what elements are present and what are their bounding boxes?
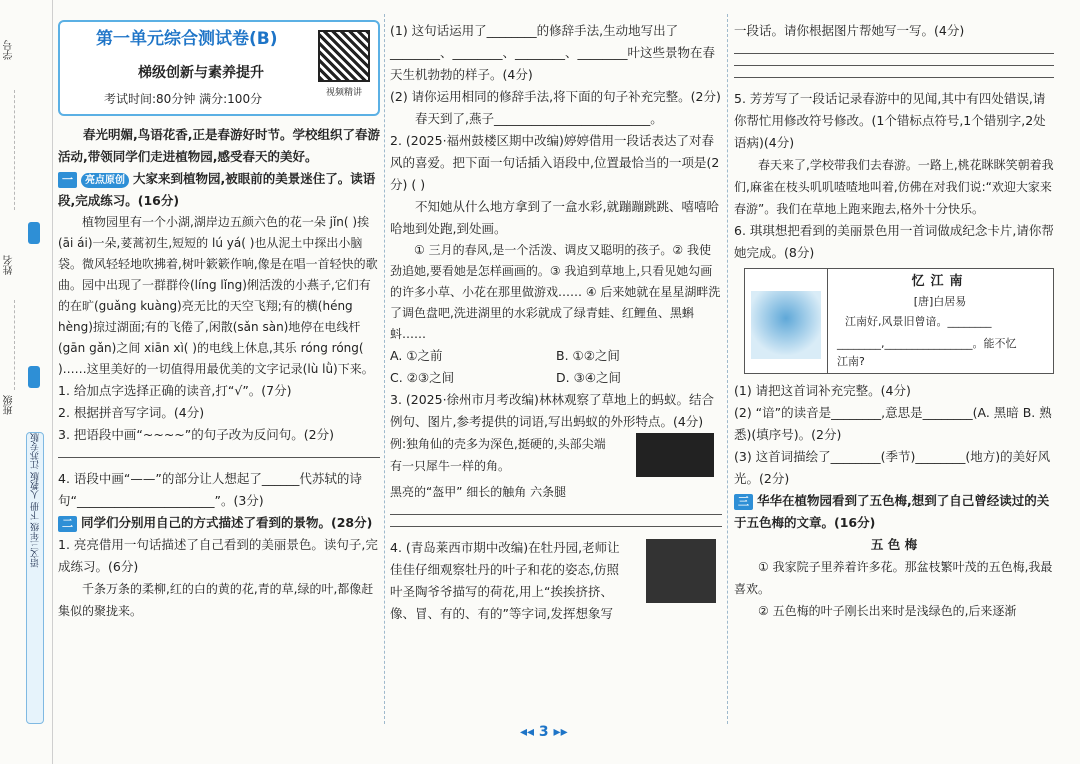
poem-card (744, 268, 1054, 374)
ant-words: 黑亮的“盔甲” 细长的触角 六条腿 (390, 485, 567, 499)
spine-label-id: 学号 (4, 40, 15, 60)
q-rhetoric-2-text: 春天到了,燕子_________________________。 (415, 111, 663, 126)
section-2-heading (58, 512, 380, 534)
article-title: 五 色 梅 (870, 537, 918, 552)
section-title: 大家来到植物园,被眼前的美景迷住了。读语段,完成练习。(16分) (58, 171, 376, 208)
column-3 (734, 20, 1054, 622)
highlight-badge: 亮点原创 (81, 173, 129, 188)
answer-line[interactable] (390, 525, 722, 527)
question-ant: 3. (2025·徐州市月考改编)林林观察了草地上的蚂蚁。结合例句、图片,参考提供的词语,写出蚂蚁的外形特点。(4分) (390, 392, 714, 429)
spine-label-class: 班级 (4, 395, 15, 415)
section-1-heading (58, 168, 380, 212)
question-2: 2. 根据拼音写字词。(4分) (58, 405, 205, 420)
question-peony: 4. (青岛莱西市期中改编)在牡丹园,老师让佳佳仔细观察牡丹的叶子和花的姿态,仿照叶圣陶爷爷描写的荷花,用上“挨挨挤挤、像、冒、有的、有的”等字词,发挥想象写 (390, 540, 620, 621)
test-subtitle: 梯级创新与素养提升 (138, 65, 264, 81)
poem-title: 忆江南 (911, 274, 969, 289)
section-number: 二 (58, 516, 77, 532)
article-paragraph-2: ② 五色梅的叶子刚长出来时是浅绿色的,后来逐渐 (758, 604, 1017, 618)
answer-line[interactable] (734, 52, 1054, 54)
spine-line (14, 90, 16, 210)
column-divider (384, 14, 386, 724)
spine-marker (28, 366, 40, 388)
ant-example (390, 433, 722, 481)
question-5-text: 千条万条的柔柳,红的白的黄的花,青的草,绿的叶,都像赶集似的聚拢来。 (58, 582, 374, 618)
answer-line[interactable] (58, 456, 380, 458)
question-correct: 5. 芳芳写了一段话记录春游中的见闻,其中有四处错误,请你帮忙用修改符号修改。(1个错标点符号,1个错别字,2处语病)(4分) (734, 91, 1046, 150)
correct-passage: 春天来了,学校带我们去春游。一路上,桃花眯眯笑朝着我们,麻雀在枝头叽叽喳喳地叫着,仿佛在对我们说:“欢迎大家来春游”。我们在草地上跑来跑去,格外十分快乐。 (734, 158, 1054, 216)
peony-question (390, 537, 722, 625)
option-c[interactable]: C. ②③之间 (390, 370, 455, 385)
poem-q2: (2) “谙”的读音是________,意思是________(A. 黑暗 B. 熟悉)(填序号)。(2分) (734, 405, 1052, 442)
section-3-heading (734, 490, 1054, 534)
article-paragraph-1: ① 我家院子里养着许多花。那盆枝繁叶茂的五色梅,我最喜欢。 (734, 560, 1053, 596)
answer-line[interactable] (734, 76, 1054, 78)
spine-marker (28, 222, 40, 244)
insert-sentence: 不知她从什么地方拿到了一盒水彩,就蹦蹦跳跳、嘻嘻哈哈地到处跑,到处画。 (390, 199, 719, 236)
poem-line-2[interactable]: ________,________________。能不忆 (837, 337, 1017, 350)
poem-q3: (3) 这首词描绘了________(季节)________(地方)的美好风光。(2分) (734, 449, 1051, 486)
ant-example-text: 例:独角仙的壳多为深色,挺硬的,头部尖端有一只犀牛一样的角。 (390, 437, 606, 473)
q-rhetoric-1: (1) 这句话运用了________的修辞手法,生动地写出了________、________、________、________叶这些景物在春天生机勃勃的样子。(4分) (390, 23, 716, 82)
section-number: 一 (58, 172, 77, 188)
binding-spine (0, 0, 53, 764)
ant-image (636, 433, 714, 477)
question-3: 3. 把语段中画“~~~~”的句子改为反问句。(2分) (58, 427, 334, 442)
insert-paragraph: ① 三月的春风,是一个活泼、调皮又聪明的孩子。② 我使劲追她,要看她是怎样画画的。③ 我追到草地上,只看见她勾画的许多小草、小花在那里做游戏…… ④ 后来她就在星星湖畔洗了调色盘吧,洗进湖里的水彩就成了绿青蛙、红鲤鱼、黑蝌蚪…… (390, 243, 721, 341)
option-d[interactable]: D. ③④之间 (556, 370, 621, 385)
intro-text: 春光明媚,鸟语花香,正是春游好时节。学校组织了春游活动,带领同学们走进植物园,感受春天的美好。 (58, 127, 380, 164)
poem-author: [唐]白居易 (913, 295, 967, 308)
poem-line-1[interactable]: 江南好,风景旧曾谙。________ (845, 315, 992, 328)
test-meta: 考试时间:80分钟 满分:100分 (104, 92, 263, 106)
reading-passage: 植物园里有一个小湖,湖岸边五颜六色的花一朵 jǐn( )挨(āi ái)一朵,荽蒿初生,短短的 lú yá( )也从泥土中探出小脑袋。微风轻轻地吹拂着,树叶簌簌作响,像是在唱一首轻快的歌曲。园中出现了一群群伶(líng lǐng)俐活泼的小燕子,它们有的在旷(guǎng kuàng)亮无比的天空飞翔;有的横(héng hèng)掠过湖面;有的飞倦了,闲散(sǎn sàn)地停在电线杆(gān gǎn)之间 xiān xì( )的电线上休息,其乐 róng róng( )……这里美好的一切值得用最优美的文字记录(lù lǜ)下来。 (58, 215, 378, 376)
options (390, 345, 722, 389)
page-number: ◂◂ 3 ▸▸ (520, 724, 568, 740)
option-a[interactable]: A. ①之前 (390, 348, 443, 363)
question-4: 4. 语段中画“——”的部分让人想起了______代苏轼的诗句“______________________”。(3分) (58, 471, 362, 508)
answer-line[interactable] (734, 64, 1054, 66)
spine-strip-text: 语文三年级 下册 人教版 江苏专版 (30, 433, 41, 568)
question-peony-cont: 一段话。请你根据图片帮她写一写。(4分) (734, 23, 965, 38)
spine-strip (26, 432, 44, 724)
question-1: 1. 给加点字选择正确的读音,打“√”。(7分) (58, 383, 292, 398)
question-insert: 2. (2025·福州鼓楼区期中改编)婷婷借用一段话表达了对春风的喜爱。把下面一句话插入语段中,位置最恰当的一项是(2分) ( ) (390, 133, 720, 192)
q-rhetoric-2: (2) 请你运用相同的修辞手法,将下面的句子补充完整。(2分) (390, 89, 721, 104)
column-1 (58, 20, 380, 622)
qr-label: 视频精讲 (325, 88, 362, 98)
column-2 (390, 20, 722, 625)
test-header (58, 20, 380, 116)
question-5: 1. 亮亮借用一句话描述了自己看到的美丽景色。读句子,完成练习。(6分) (58, 537, 378, 574)
question-poem: 6. 琪琪想把看到的美丽景色用一首词做成纪念卡片,请你帮她完成。(8分) (734, 223, 1054, 260)
section-number: 三 (734, 494, 753, 510)
option-b[interactable]: B. ①②之间 (556, 348, 620, 363)
spine-label-name: 姓名 (4, 255, 15, 275)
landscape-image (751, 291, 821, 359)
poem-q1: (1) 请把这首词补充完整。(4分) (734, 383, 911, 398)
poem-line-3: 江南? (837, 355, 865, 368)
spine-line (14, 300, 16, 390)
answer-line[interactable] (390, 513, 722, 515)
section-title: 同学们分别用自己的方式描述了看到的景物。(28分) (81, 515, 373, 530)
section-title: 华华在植物园看到了五色梅,想到了自己曾经读过的关于五色梅的文章。(16分) (734, 493, 1050, 530)
peony-image (646, 539, 716, 603)
test-title: 第一单元综合测试卷(B) (96, 29, 278, 49)
qr-code-icon[interactable] (318, 30, 370, 82)
column-divider (727, 14, 729, 724)
